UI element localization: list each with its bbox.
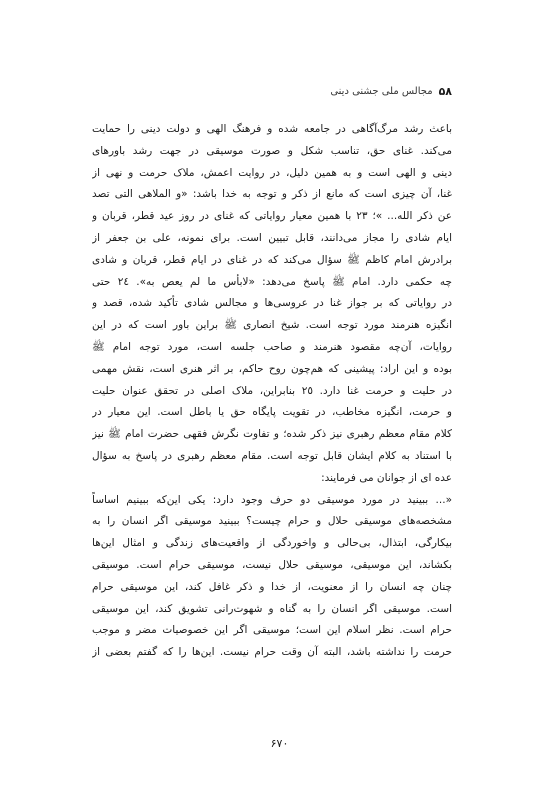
text-line: غنا، آن چیزی است که مانع از ذکر و توجه به خدا باشد: «و الملاهی التی تصد bbox=[92, 188, 452, 201]
text-line: حرمت را نداشته باشد، البته آن وقت حرام نیست. این‌ها را که گفتم بعضی از bbox=[92, 646, 452, 659]
text-line: عده ای از جوانان می فرمایند: bbox=[321, 471, 452, 484]
text-line: دینی و الهی است و به همین دلیل، در روایت اعمش، ملاک حرمت و نهی از bbox=[92, 166, 452, 179]
text-line: در حلیت و حرمت غنا دارد. ٢٥ بنابراین، ملاک اصلی در تحقق عنوان حلیت bbox=[92, 384, 452, 397]
running-header bbox=[92, 80, 452, 102]
text-line: چه حکمی دارد. امام ﷺ پاسخ می‌دهد: «لابأس ما لم یعص به». ٢٤ حتی bbox=[92, 275, 452, 288]
text-line: و حرمت، انگیزه مخاطب، در تقویت پایگاه حق یا باطل است. این معیار در bbox=[92, 406, 452, 419]
body-text bbox=[92, 119, 452, 664]
text-line: برادرش امام کاظم ﷺ سؤال می‌کند که در غنای در ایام قطر، قربان و شادی bbox=[92, 253, 452, 266]
header-page-mark: ۵۸ bbox=[438, 84, 452, 98]
text-line: بیکارگی، ابتذال، بی‌حالی و واخوردگی از واقعیت‌های زندگی و امثال این‌ها bbox=[92, 537, 452, 550]
text-line: بکشاند، این موسیقی، موسیقی حلال نیست، موسیقی حرام است. موسیقی bbox=[92, 558, 452, 571]
text-line: حرام است. نظر اسلام این است؛ موسیقی اگر این خصوصیات مضر و موجب bbox=[92, 624, 452, 637]
text-line: کلام مقام معظم رهبری نیز ذکر شده؛ و تفاوت نگرش فقهی حضرت امام ﷺ نیز bbox=[92, 428, 452, 441]
text-line: انگیزه هنرمند مورد توجه است. شیخ انصاری ﷺ براین باور است که در این bbox=[92, 319, 452, 332]
text-line: با استناد به کلام ایشان قابل توجه است. مقام معظم رهبری در پاسخ به سؤال bbox=[92, 449, 452, 462]
text-line: مشخصه‌های موسیقی حلال و حرام چیست؟ ببینید موسیقی اگر انسان را به bbox=[92, 515, 452, 528]
text-line: در روایاتی که بر جواز غنا در عروسی‌ها و مجالس شادی تأکید شده، قصد و bbox=[92, 297, 452, 310]
page-number: ۶٧٠ bbox=[270, 737, 289, 750]
text-line: باعث رشد مرگ‌آگاهی در جامعه شده و فرهنگ الهی و دولت دینی را حمایت bbox=[92, 123, 452, 135]
quote-paragraph bbox=[92, 490, 452, 664]
text-line: ایام شادی را مجاز می‌دانند، قابل تبیین است. برای نمونه، علی بن جعفر از bbox=[92, 231, 452, 244]
text-line: است. موسیقی اگر انسان را به گناه و شهوت‌رانی تشویق کند، این موسیقی bbox=[92, 602, 452, 615]
header-title: مجالس ملی جشنی دینی bbox=[330, 85, 433, 97]
text-line: روایات، آن‌چه مقصود هنرمند و صاحب جلسه است، مورد توجه امام ﷺ bbox=[92, 340, 452, 353]
text-line: می‌کند. غنای حق، تناسب شکل و صورت موسیقی در جهت رشد باورهای bbox=[92, 144, 452, 157]
text-line: «... ببینید در مورد موسیقی دو حرف وجود دارد: یکی این‌که ببینیم اساساً bbox=[92, 493, 452, 506]
text-line: عن ذکر الله... »؛ ٢٣ با همین معیار روایاتی که غنای در روز عید قطر، قربان و bbox=[92, 210, 452, 223]
paragraph-1 bbox=[92, 119, 452, 490]
text-line: چنان چه انسان را از معنویت، از خدا و ذکر غافل کند، این موسیقی حرام bbox=[92, 580, 452, 593]
text-line: بوده و این اراد: پیشینی که هم‌چون روح حاکم، بر اثر هنری است، نقش مهمی bbox=[92, 362, 452, 375]
